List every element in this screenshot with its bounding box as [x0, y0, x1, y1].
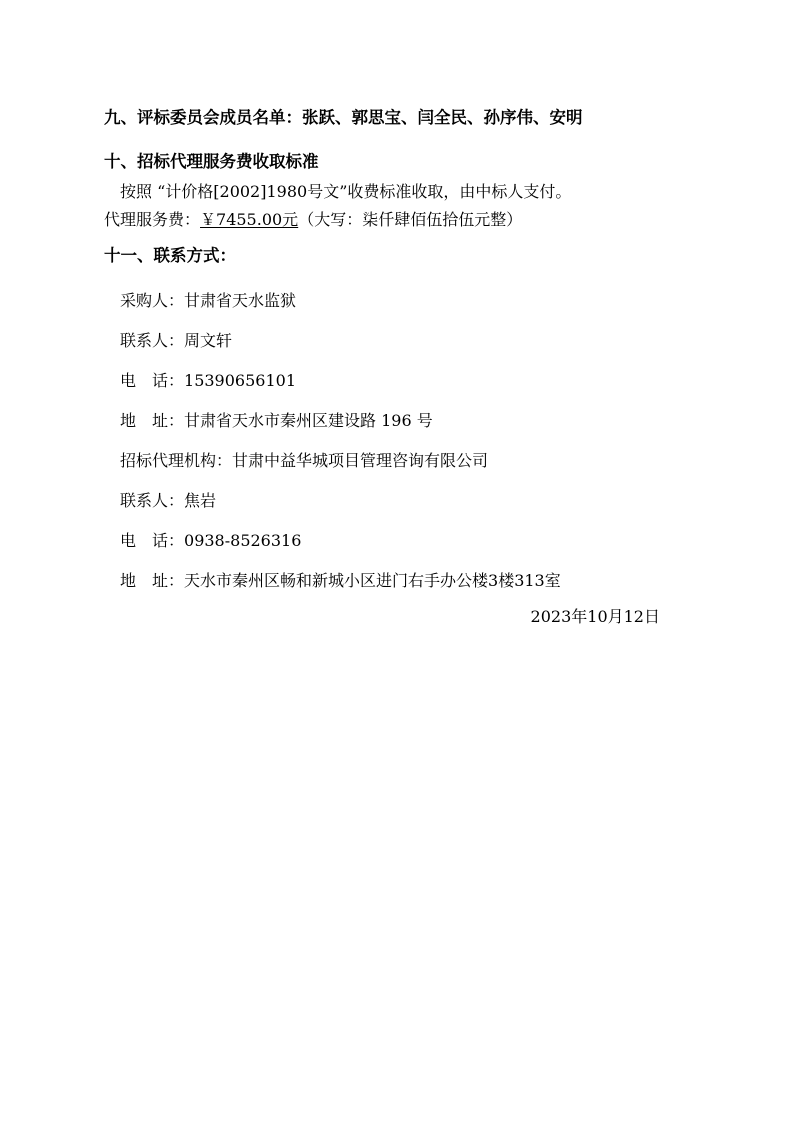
purchaser-line [120, 291, 296, 311]
address2-label: 地 址： [120, 571, 185, 590]
contact2-line [120, 491, 216, 511]
phone1-line [120, 371, 296, 391]
section9-heading: 九、评标委员会成员名单：张跃、郭思宝、闫全民、孙序伟、安明 [104, 108, 583, 127]
agency-value: 甘肃中益华城项目管理咨询有限公司 [232, 451, 489, 470]
address2-line [120, 571, 561, 591]
phone1-label: 电 话： [120, 371, 185, 390]
phone1-value: 15390656101 [184, 371, 296, 390]
fee-basis-text: 按照 “计价格[2002]1980号文”收费标准收取，由中标人支付。 [120, 182, 572, 201]
contact2-label: 联系人： [120, 491, 185, 510]
address1-label: 地 址： [120, 411, 185, 430]
fee-label: 代理服务费： [104, 210, 201, 229]
purchaser-label: 采购人： [120, 291, 185, 310]
agency-line [120, 451, 488, 471]
phone2-label: 电 话： [120, 531, 185, 550]
section10-heading: 十、招标代理服务费收取标准 [104, 152, 319, 171]
agency-label: 招标代理机构： [120, 451, 233, 470]
purchaser-value: 甘肃省天水监狱 [184, 291, 297, 310]
phone2-line [120, 531, 301, 551]
contact1-line [120, 331, 232, 351]
section11-heading: 十一、联系方式： [104, 246, 236, 265]
fee-amount: ￥7455.00元 [200, 210, 299, 229]
contact1-value: 周文轩 [184, 331, 233, 350]
phone2-value: 0938-8526316 [184, 531, 302, 550]
address2-value: 天水市秦州区畅和新城小区进门右手办公楼3楼313室 [184, 571, 561, 590]
agency-fee-line [104, 210, 522, 230]
address1-value: 甘肃省天水市秦州区建设路 196 号 [184, 411, 433, 430]
address1-line [120, 411, 433, 431]
document-date: 2023年10月12日 [530, 607, 660, 626]
contact2-value: 焦岩 [184, 491, 217, 510]
fee-amount-words: （大写：柒仟肆佰伍拾伍元整） [298, 210, 523, 229]
contact1-label: 联系人： [120, 331, 185, 350]
